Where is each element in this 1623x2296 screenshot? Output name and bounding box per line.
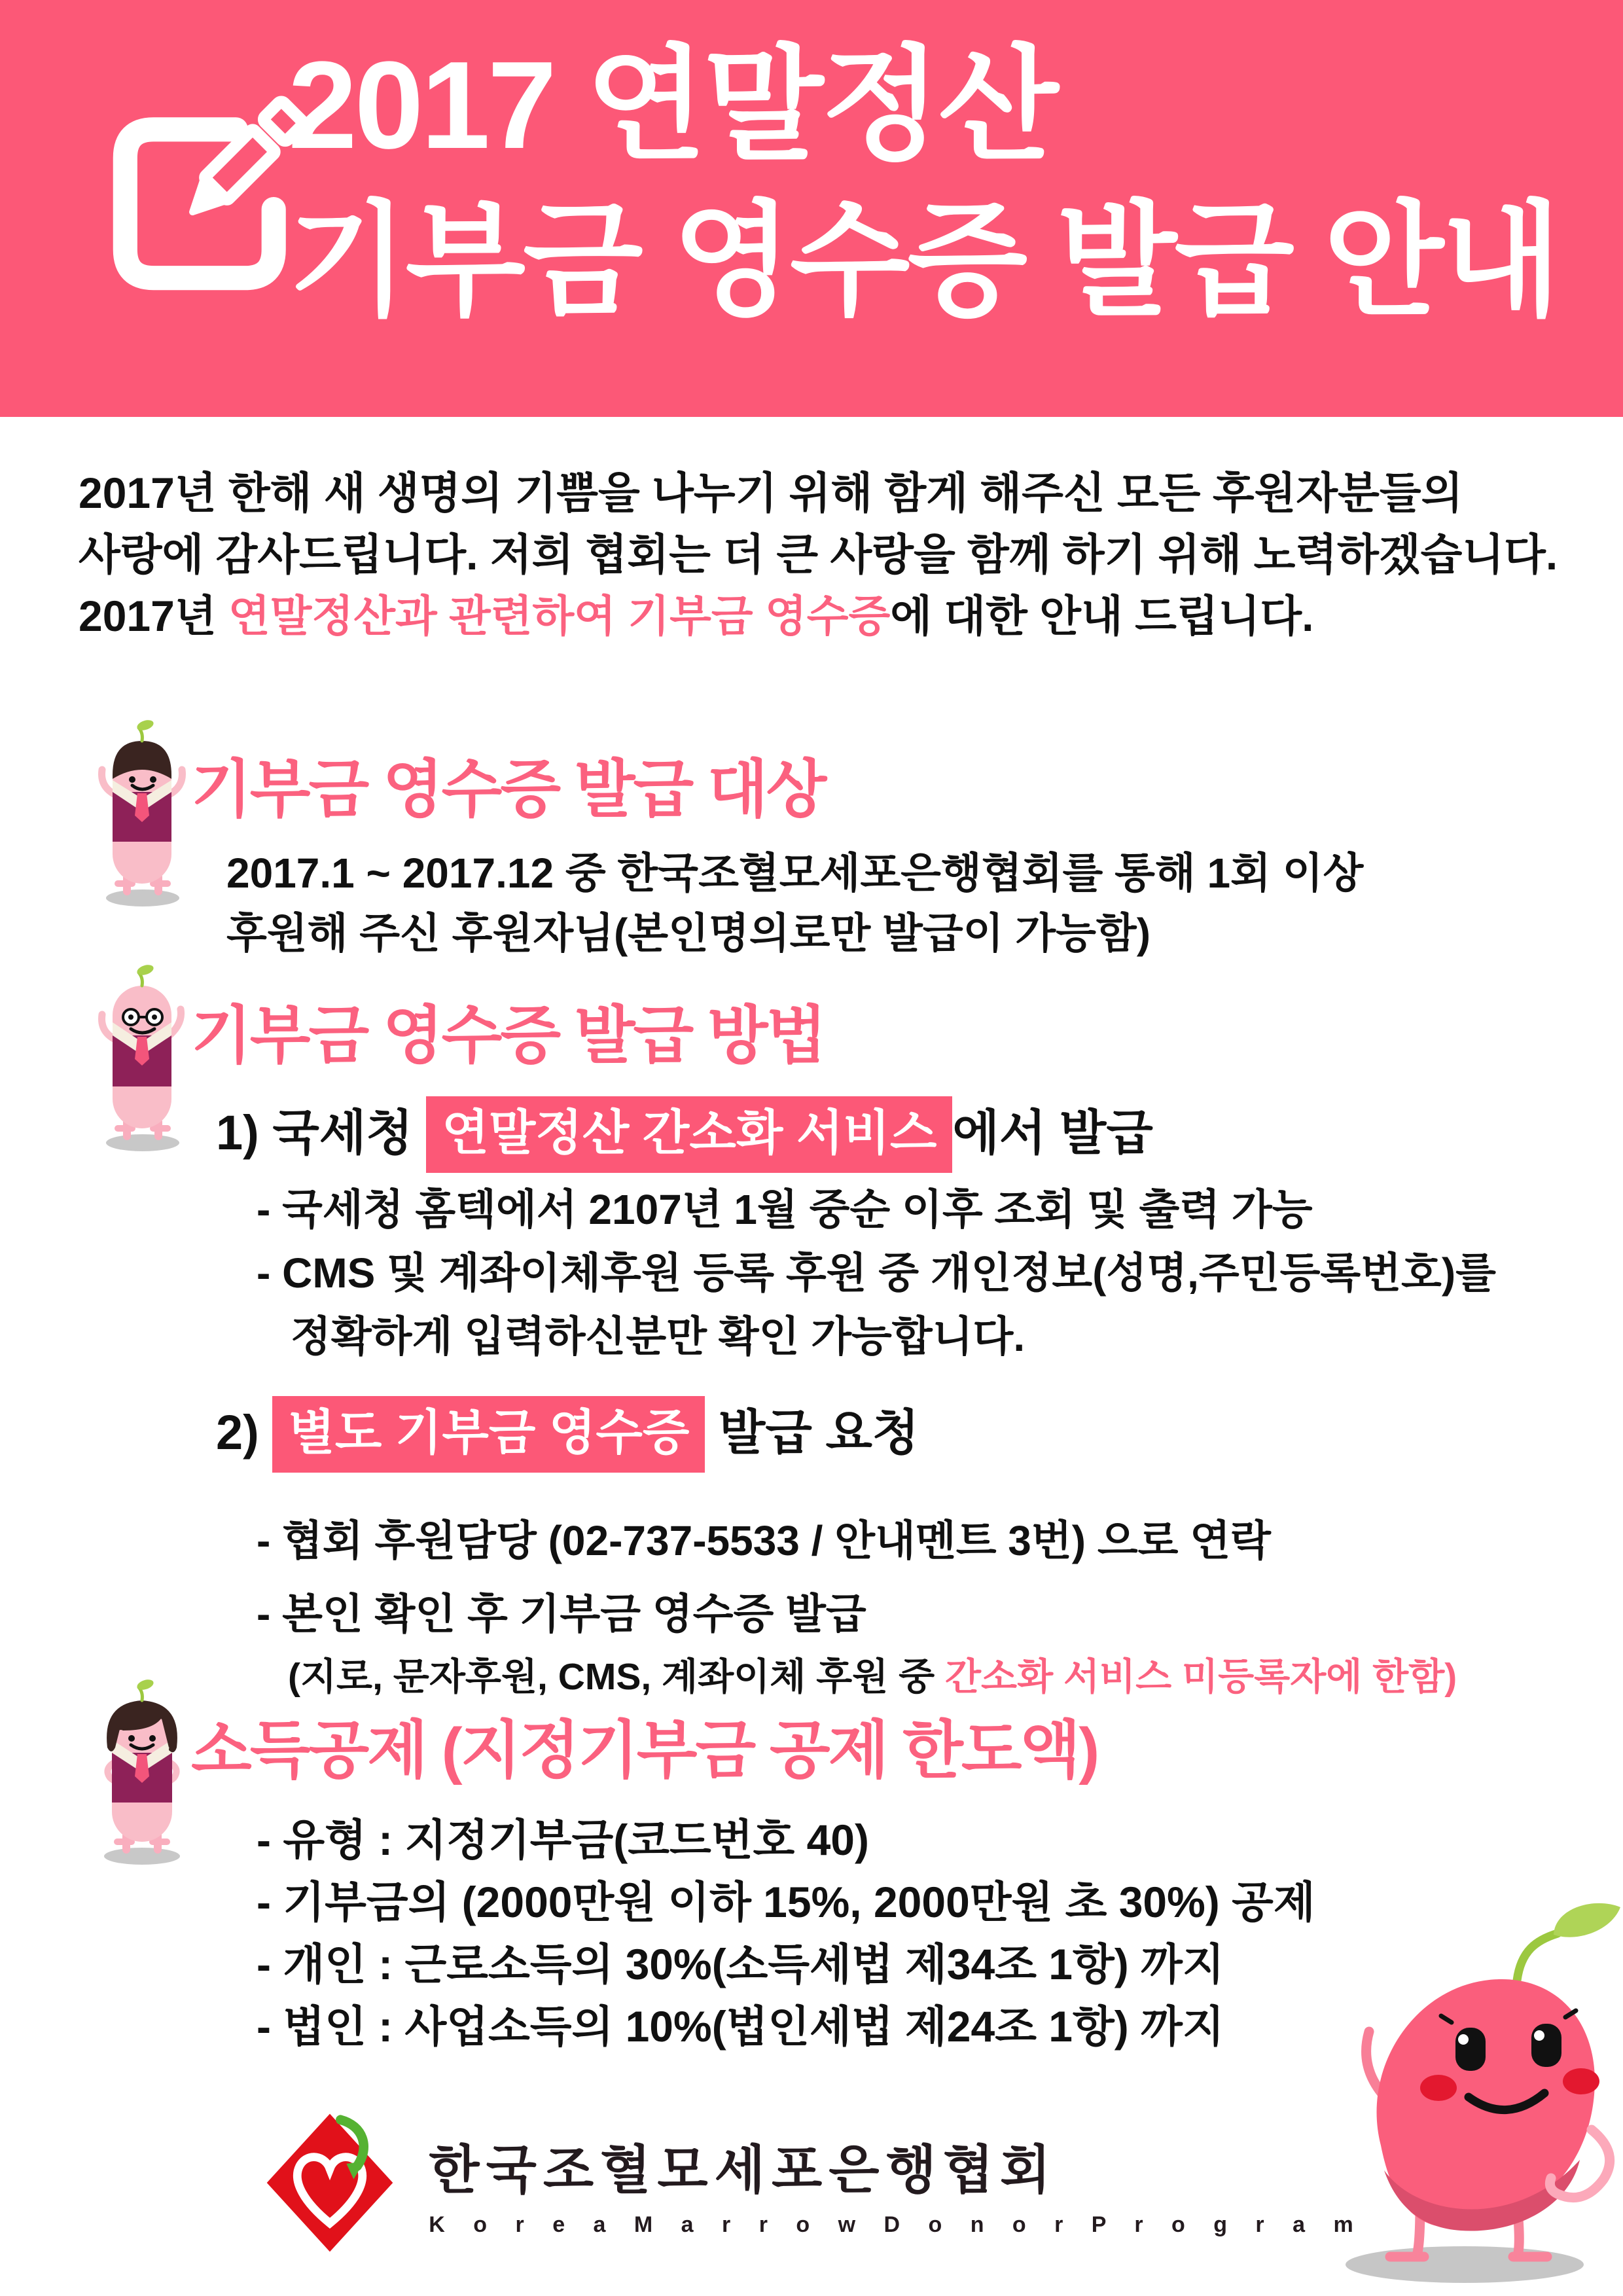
section-target-body xyxy=(226,843,1363,963)
item1-suffix: 에서 발급 xyxy=(952,1105,1153,1160)
deduction-bullet4: - 법인 : 사업소득의 10%(법인세법 제24조 1항) 까지 xyxy=(257,2002,1224,2051)
intro-line1: 2017년 한해 새 생명의 기쁨을 나누기 위해 함게 해주신 모든 후원자분들의 xyxy=(79,469,1463,517)
page-title-line2: 기부금 영수증 발급 안내 xyxy=(288,192,1559,331)
item1-prefix: 1) 국세청 xyxy=(216,1105,427,1160)
section-deduction-heading: 소득공제 (지정기부금 공제 한도액) xyxy=(191,1715,1098,1785)
section-method-heading: 기부금 영수증 발급 방법 xyxy=(191,1001,825,1071)
target-line2: 후원해 주신 후원자님(본인명의로만 발급이 가능함) xyxy=(226,910,1151,957)
org-name-korean: 한국조혈모세포은행협회 xyxy=(429,2141,1058,2199)
intro-line3-black2: 에 대한 안내 드립니다. xyxy=(890,592,1314,640)
item2-suffix: 발급 요청 xyxy=(705,1405,919,1460)
deduction-bullet1: - 유형 : 지정기부금(코드번호 40) xyxy=(257,1816,869,1864)
edit-pencil-icon xyxy=(97,90,313,306)
intro-line3-black: 2017년 xyxy=(79,592,228,640)
mascot-girl-icon xyxy=(92,1670,191,1867)
method-item1-bullets xyxy=(257,1178,1496,1369)
note-pink: 간소화 서비스 미등록자에 한함) xyxy=(944,1656,1457,1698)
deduction-bullet3: - 개인 : 근로소득의 30%(소득세법 제34조 1항) 까지 xyxy=(257,1940,1224,1988)
intro-line3-pink: 연말정산과 관련하여 기부금 영수증 xyxy=(228,592,891,640)
method-item1 xyxy=(216,1094,1153,1164)
item2-highlight: 별도 기부금 영수증 xyxy=(272,1396,705,1473)
method-item2 xyxy=(216,1394,919,1463)
org-name-english: K o r e a M a r r o w D o n o r P r o g r a m xyxy=(429,2212,1364,2237)
deduction-bullets xyxy=(257,1809,1315,2058)
intro-line2: 사랑에 감사드립니다. 저희 협회는 더 큰 사랑을 함께 하기 위해 노력하겠습니다. xyxy=(79,530,1558,579)
intro-paragraph xyxy=(79,462,1558,647)
heart-donor-logo-icon xyxy=(259,2104,401,2261)
footer-org-names xyxy=(429,2128,1364,2238)
method-note xyxy=(288,1647,1457,1700)
note-black: (지로, 문자후원, CMS, 계좌이체 후원 중 xyxy=(288,1656,945,1698)
deduction-bullet2: - 기부금의 (2000만원 이하 15%, 2000만원 초 30%) 공제 xyxy=(257,1878,1315,1926)
mascot-wave-icon xyxy=(96,712,188,908)
header-banner xyxy=(0,0,1623,417)
page-title-line1: 2017 연말정산 xyxy=(288,36,1056,175)
item1-bullet3: 정확하게 입력하신분만 확인 가능합니다. xyxy=(291,1313,1026,1360)
item1-highlight: 연말정산 간소화 서비스 xyxy=(426,1096,952,1173)
item1-bullet2: - CMS 및 계좌이체후원 등록 후원 중 개인정보(성명,주민등록번호)를 xyxy=(257,1249,1497,1297)
mascot-glasses-icon xyxy=(96,957,188,1153)
item2-bullet2: - 본인 확인 후 기부금 영수증 발급 xyxy=(257,1590,866,1638)
item2-prefix: 2) xyxy=(216,1405,273,1460)
target-line1: 2017.1 ~ 2017.12 중 한국조혈모세포은행협회를 통해 1회 이상 xyxy=(226,850,1364,897)
footer-logo xyxy=(0,2104,1623,2261)
section-target-heading: 기부금 영수증 발급 대상 xyxy=(191,755,825,825)
page-title xyxy=(288,27,1559,339)
item1-bullet1: - 국세청 홈텍에서 2107년 1월 중순 이후 조회 및 출력 가능 xyxy=(257,1186,1313,1233)
item2-bullet1: - 협회 후원담당 (02-737-5533 / 안내멘트 3번) 으로 연락 xyxy=(257,1517,1271,1564)
method-item2-bullets xyxy=(257,1504,1271,1651)
